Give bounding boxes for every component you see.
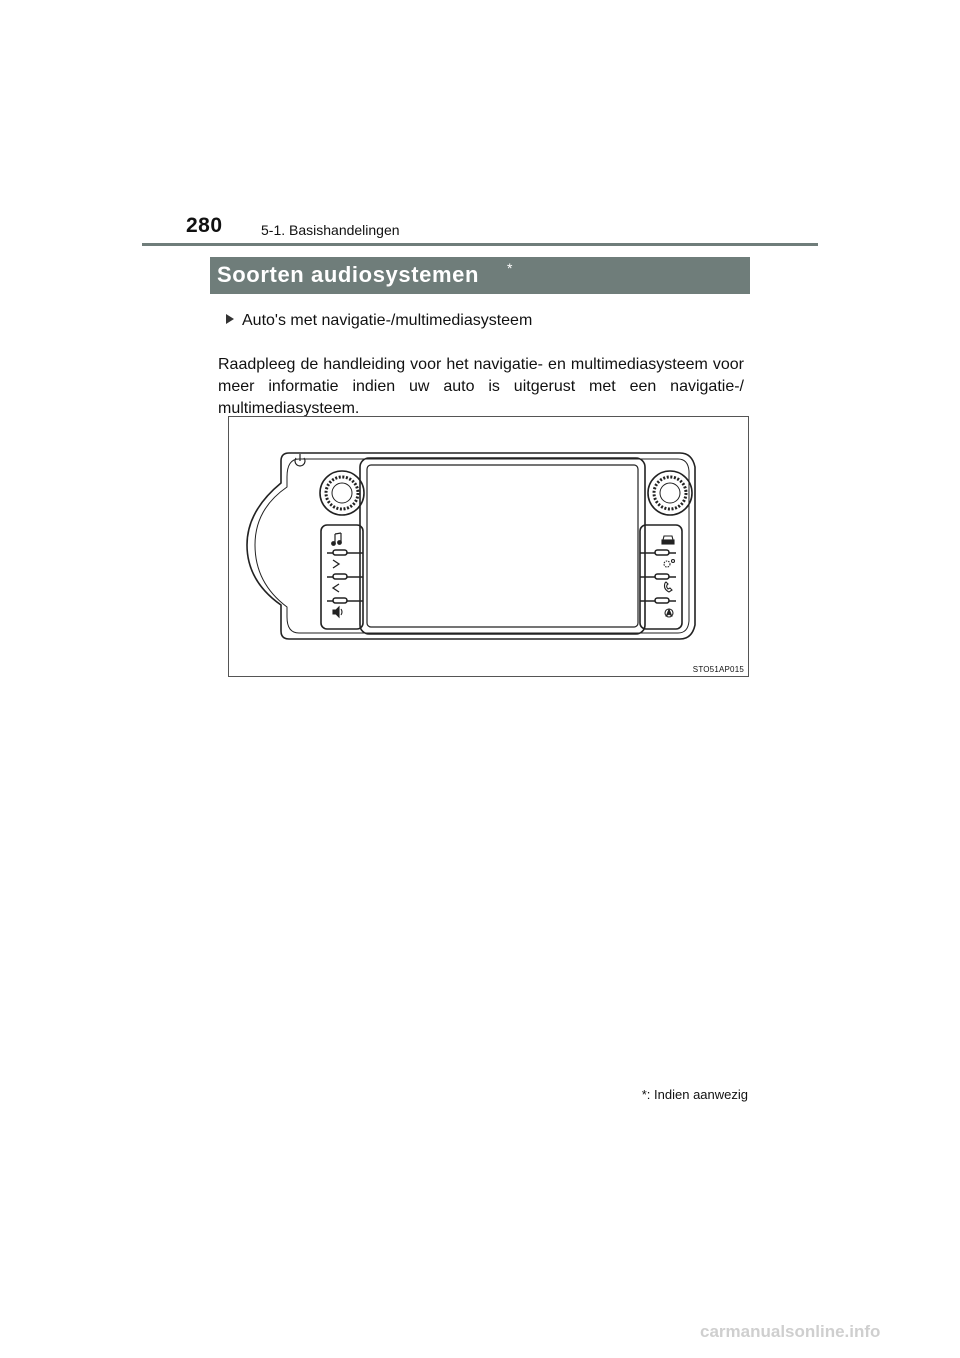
phone-icon [665, 582, 673, 592]
header-divider [142, 243, 818, 246]
page-header [142, 214, 818, 248]
triangle-bullet-icon [226, 314, 234, 324]
screen-bezel [360, 458, 645, 634]
power-icon [295, 454, 305, 466]
watermark: carmanualsonline.info [700, 1322, 881, 1341]
bullet-text: Auto's met navigatie-/multimediasysteem [242, 312, 533, 329]
footnote: *: Indien aanwezig [641, 1087, 748, 1102]
head-unit-outline [247, 453, 695, 639]
section-title-bar [210, 257, 750, 294]
navigation-icon [665, 609, 673, 617]
body-paragraph: Raadpleeg de handleiding voor het navigatie- en multimediasysteem voor meer informatie indien uw auto is uitgerust met een navigatie-/ multimediasysteem. [218, 356, 744, 417]
head-unit-illustration [229, 417, 748, 676]
bullet-item [226, 312, 532, 330]
music-note-icon [332, 533, 342, 545]
chevron-right-icon [333, 560, 339, 568]
settings-icon [664, 560, 675, 568]
audio-unit-figure [228, 416, 749, 677]
title-asterisk: * [507, 260, 513, 276]
chevron-left-icon [333, 584, 339, 592]
section-title: Soorten audiosystemen [217, 262, 479, 287]
figure-code: STO51AP015 [692, 665, 744, 674]
speaker-icon [333, 607, 342, 617]
display-screen [367, 465, 638, 627]
car-icon [662, 536, 674, 544]
section-label: 5-1. Basishandelingen [261, 222, 400, 238]
page-number: 280 [186, 214, 223, 237]
